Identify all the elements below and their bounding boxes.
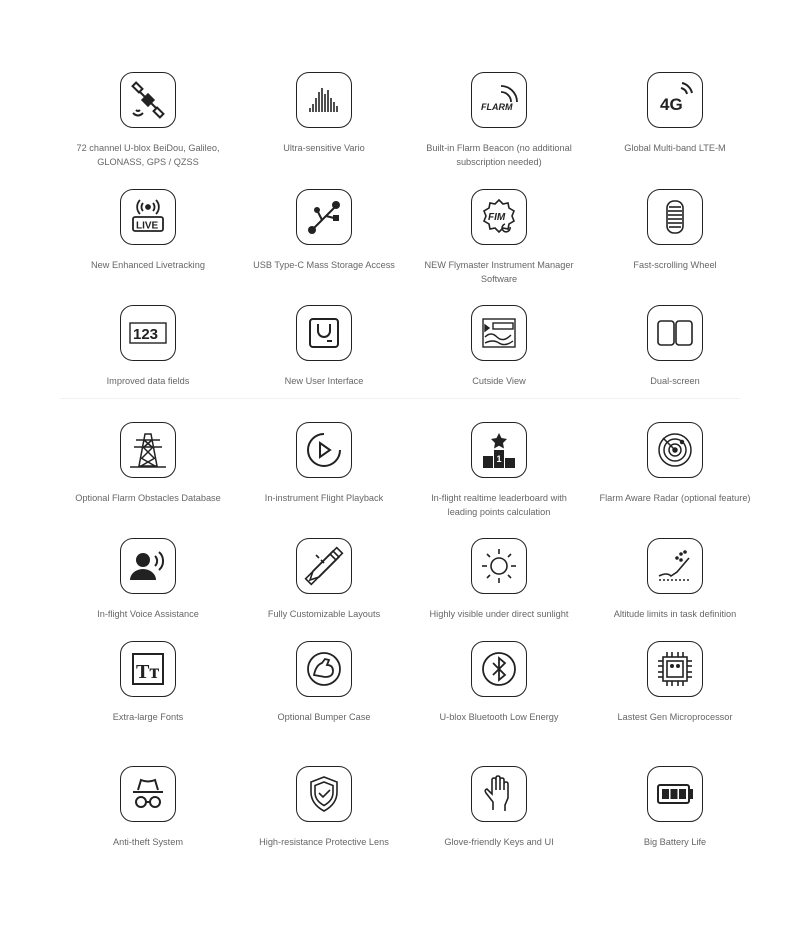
feature-item <box>411 305 587 388</box>
svg-text:1: 1 <box>496 454 502 464</box>
feature-item <box>587 641 763 724</box>
feature-label: USB Type-C Mass Storage Access <box>253 260 395 270</box>
glove-icon <box>471 766 527 822</box>
radar-icon <box>647 422 703 478</box>
svg-text:4G: 4G <box>660 95 683 114</box>
altitude-graph-icon <box>647 538 703 594</box>
bluetooth-icon <box>471 641 527 697</box>
feature-label: Built-in Flarm Beacon (no additional subscription needed) <box>426 143 572 167</box>
fim-gear-icon <box>471 189 527 245</box>
feature-item <box>411 422 587 519</box>
feature-label: Flarm Aware Radar (optional feature) <box>599 493 751 503</box>
feature-item <box>587 766 763 849</box>
feature-label: Altitude limits in task definition <box>613 609 737 619</box>
power-pylon-icon <box>120 422 176 478</box>
feature-label: 72 channel U-blox BeiDou, Galileo, GLONASS, GPS / QZSS <box>76 143 220 167</box>
spy-icon <box>120 766 176 822</box>
bicep-icon <box>296 641 352 697</box>
battery-icon <box>647 766 703 822</box>
feature-item <box>411 641 587 724</box>
svg-text:FLARM: FLARM <box>481 102 513 112</box>
svg-text:LIVE: LIVE <box>136 220 159 232</box>
dual-screen-icon <box>647 305 703 361</box>
feature-item <box>236 189 412 272</box>
feature-label: Fully Customizable Layouts <box>267 609 381 619</box>
ruler-pencil-icon <box>296 538 352 594</box>
feature-label: New Enhanced Livetracking <box>91 260 205 270</box>
feature-item <box>587 538 763 621</box>
feature-item <box>411 189 587 286</box>
sun-icon <box>471 538 527 594</box>
feature-label: Improved data fields <box>106 376 190 386</box>
flarm-beacon-icon <box>471 72 527 128</box>
scroll-wheel-icon <box>647 189 703 245</box>
feature-label: Extra-large Fonts <box>112 712 184 722</box>
feature-label: In-instrument Flight Playback <box>264 493 384 503</box>
svg-text:FIM: FIM <box>488 212 506 223</box>
feature-label: Dual-screen <box>650 376 700 386</box>
feature-item <box>411 72 587 169</box>
feature-label: U-blox Bluetooth Low Energy <box>439 712 559 722</box>
podium-icon <box>471 422 527 478</box>
feature-item <box>60 422 236 505</box>
live-broadcast-icon <box>120 189 176 245</box>
feature-label: Lastest Gen Microprocessor <box>617 712 733 722</box>
feature-item <box>236 641 412 724</box>
feature-item <box>60 189 236 272</box>
voice-assistant-icon <box>120 538 176 594</box>
shield-check-icon <box>296 766 352 822</box>
feature-item <box>236 538 412 621</box>
user-interface-icon <box>296 305 352 361</box>
feature-label: Global Multi-band LTE-M <box>624 143 726 153</box>
feature-item <box>411 538 587 621</box>
feature-label: New User Interface <box>284 376 364 386</box>
data-field-icon <box>120 305 176 361</box>
feature-label: Fast-scrolling Wheel <box>633 260 717 270</box>
play-icon <box>296 422 352 478</box>
feature-item <box>587 189 763 272</box>
feature-label: Optional Flarm Obstacles Database <box>75 493 221 503</box>
section-divider <box>60 398 740 399</box>
font-size-icon <box>120 641 176 697</box>
feature-label: Cutside View <box>472 376 526 386</box>
feature-label: NEW Flymaster Instrument Manager Software <box>424 260 574 284</box>
feature-label: Optional Bumper Case <box>277 712 371 722</box>
feature-label: Highly visible under direct sunlight <box>429 609 569 619</box>
feature-label: Big Battery Life <box>643 837 707 847</box>
4g-signal-icon <box>647 72 703 128</box>
feature-item <box>60 538 236 621</box>
feature-label: In-flight realtime leaderboard with leading points calculation <box>431 493 567 517</box>
satellite-icon <box>120 72 176 128</box>
feature-item <box>587 72 763 155</box>
feature-label: High-resistance Protective Lens <box>259 837 389 847</box>
feature-label: Anti-theft System <box>113 837 183 847</box>
feature-item <box>60 766 236 849</box>
usb-icon <box>296 189 352 245</box>
vario-bars-icon <box>296 72 352 128</box>
feature-label: In-flight Voice Assistance <box>97 609 199 619</box>
feature-item <box>236 305 412 388</box>
svg-text:Tт: Tт <box>136 661 160 683</box>
feature-item <box>411 766 587 849</box>
feature-label: Glove-friendly Keys and UI <box>444 837 554 847</box>
feature-item <box>587 305 763 388</box>
feature-item <box>587 422 763 505</box>
feature-label: Ultra-sensitive Vario <box>283 143 365 153</box>
microchip-icon <box>647 641 703 697</box>
svg-text:123: 123 <box>133 326 159 343</box>
feature-item <box>60 72 236 169</box>
side-view-icon <box>471 305 527 361</box>
feature-item <box>236 422 412 505</box>
feature-item <box>60 641 236 724</box>
feature-item <box>60 305 236 388</box>
feature-item <box>236 766 412 849</box>
feature-item <box>236 72 412 155</box>
